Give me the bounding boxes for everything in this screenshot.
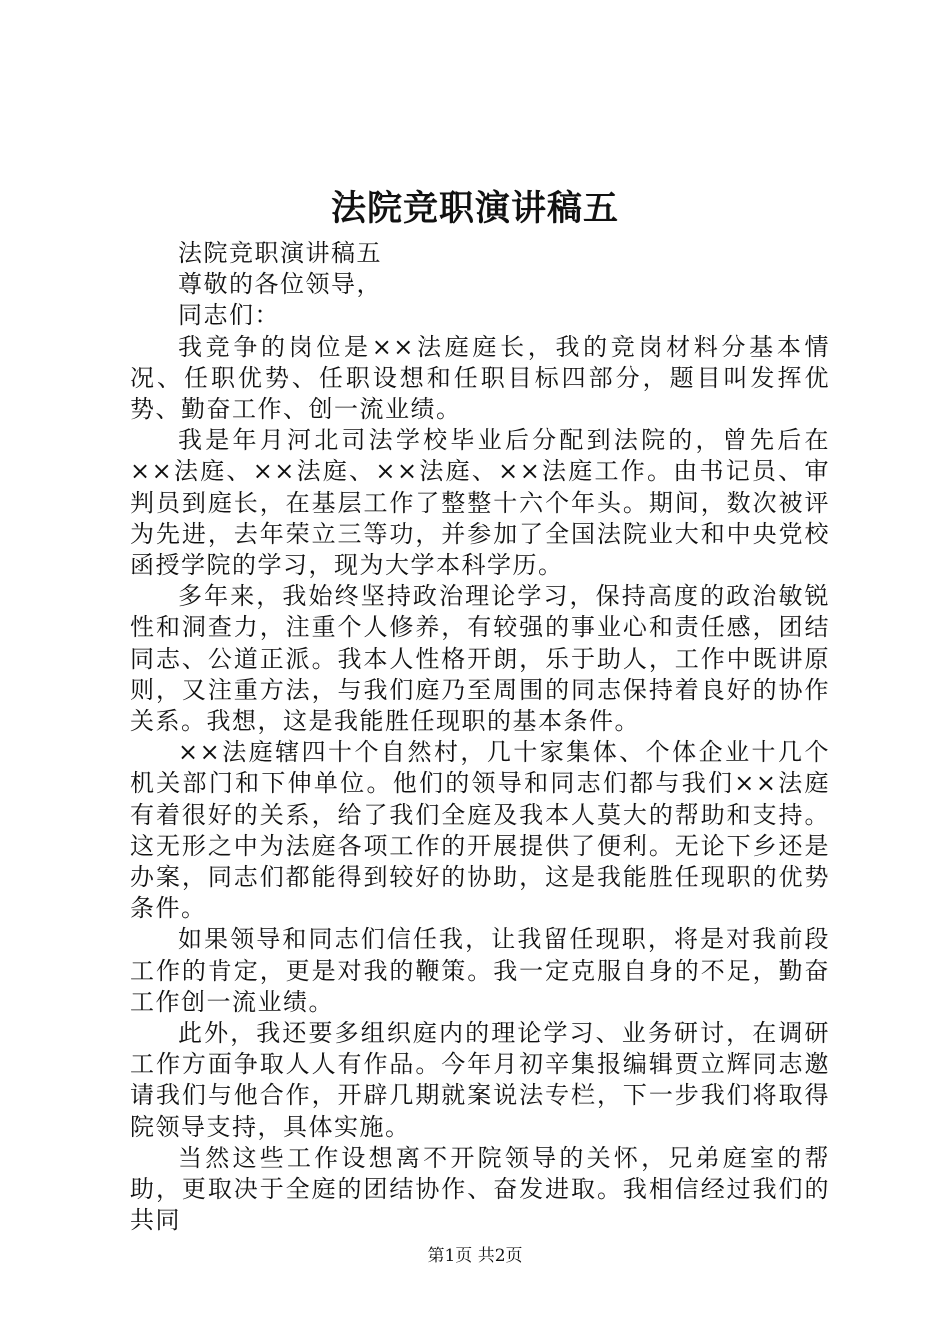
paragraph: 此外，我还要多组织庭内的理论学习、业务研讨，在调研工作方面争取人人有作品。今年月初辛集报编辑贾立辉同志邀请我们与他合作，开辟几期就案说法专栏，下一步我们将取得院领导支持，具体实施。 bbox=[130, 1019, 830, 1141]
document-body bbox=[130, 238, 830, 1237]
document-title: 法院竞职演讲稿五 bbox=[330, 188, 619, 229]
paragraph: 当然这些工作设想离不开院领导的关怀，兄弟庭室的帮助，更取决于全庭的团结协作、奋发进取。我相信经过我们的共同 bbox=[130, 1143, 830, 1235]
paragraph: 同志们： bbox=[178, 301, 280, 330]
paragraph: 我竞争的岗位是××法庭庭长，我的竞岗材料分基本情况、任职优势、任职设想和任职目标四部分，题目叫发挥优势、勤奋工作、创一流业绩。 bbox=[130, 332, 830, 424]
paragraph: 尊敬的各位领导， bbox=[178, 270, 382, 299]
page-footer: 第1页 共2页 bbox=[427, 1246, 523, 1266]
paragraph: ××法庭辖四十个自然村，几十家集体、个体企业十几个机关部门和下伸单位。他们的领导和同志们都与我们××法庭有着很好的关系，给了我们全庭及我本人莫大的帮助和支持。这无形之中为法庭各项工作的开展提供了便利。无论下乡还是办案，同志们都能得到较好的协助，这是我能胜任现职的优势条件。 bbox=[130, 738, 830, 923]
paragraph: 法院竞职演讲稿五 bbox=[178, 239, 382, 267]
paragraph: 如果领导和同志们信任我，让我留任现职，将是对我前段工作的肯定，更是对我的鞭策。我一定克服自身的不足，勤奋工作创一流业绩。 bbox=[130, 925, 830, 1016]
paragraph: 我是年月河北司法学校毕业后分配到法院的，曾先后在××法庭、××法庭、××法庭、××法庭工作。由书记员、审判员到庭长，在基层工作了整整十六个年头。期间，数次被评为先进，去年荣立三等功，并参加了全国法院业大和中央党校函授学院的学习，现为大学本科学历。 bbox=[130, 426, 830, 580]
paragraph: 多年来，我始终坚持政治理论学习，保持高度的政治敏锐性和洞查力，注重个人修养，有较强的事业心和责任感，团结同志、公道正派。我本人性格开朗，乐于助人，工作中既讲原则，又注重方法，与我们庭乃至周围的同志保持着良好的协作关系。我想，这是我能胜任现职的基本条件。 bbox=[130, 582, 830, 736]
